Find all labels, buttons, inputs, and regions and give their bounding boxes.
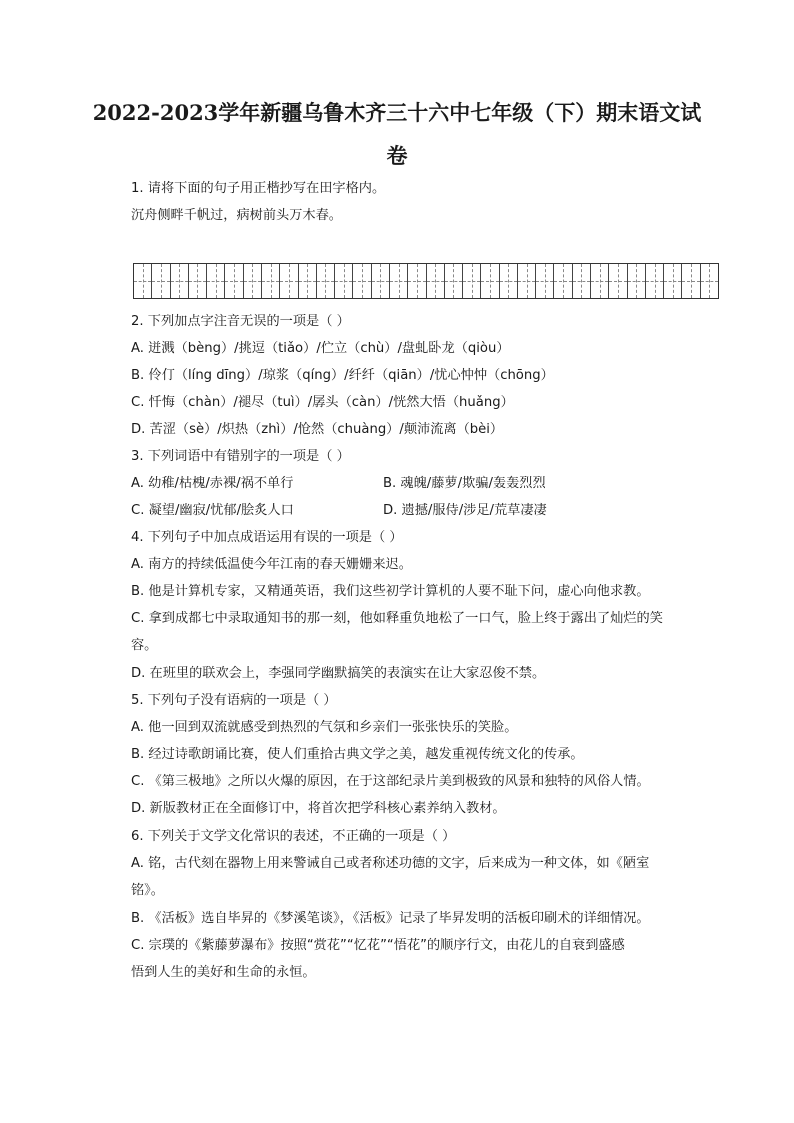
tianzige-cell[interactable] xyxy=(152,264,170,298)
tianzige-cell[interactable] xyxy=(280,264,298,298)
q3-option-c: C. 凝望/幽寂/忧郁/脍炙人口 xyxy=(131,503,294,518)
tianzige-cell[interactable] xyxy=(299,264,317,298)
tianzige-cell[interactable] xyxy=(207,264,225,298)
q4-option-b: B. 他是计算机专家，又精通英语，我们这些初学计算机的人要不耻下问，虚心向他求教。 xyxy=(131,584,650,599)
tianzige-cell[interactable] xyxy=(609,264,627,298)
tianzige-cell[interactable] xyxy=(701,264,718,298)
q5-option-d: D. 新版教材正在全面修订中，将首次把学科核心素养纳入教材。 xyxy=(131,801,506,816)
tianzige-cell[interactable] xyxy=(646,264,664,298)
tianzige-cell[interactable] xyxy=(445,264,463,298)
q4-option-a: A. 南方的持续低温使今年江南的春天姗姗来迟。 xyxy=(131,557,412,572)
tianzige-cell[interactable] xyxy=(591,264,609,298)
exam-title-line2: 卷 xyxy=(386,143,408,168)
tianzige-cell[interactable] xyxy=(353,264,371,298)
tianzige-cell[interactable] xyxy=(244,264,262,298)
q3-stem: 3. 下列词语中有错别字的一项是（ ） xyxy=(131,449,350,464)
q3-option-a: A. 幼稚/枯槐/赤裸/祸不单行 xyxy=(131,476,294,491)
tianzige-cell[interactable] xyxy=(262,264,280,298)
q6-option-b: B. 《活板》选自毕昇的《梦溪笔谈》，《活板》记录了毕昇发明的活板印刷术的详细情况。 xyxy=(131,911,650,926)
tianzige-cell[interactable] xyxy=(171,264,189,298)
tianzige-grid[interactable] xyxy=(133,263,719,299)
tianzige-cell[interactable] xyxy=(372,264,390,298)
tianzige-cell[interactable] xyxy=(518,264,536,298)
q5-option-b: B. 经过诗歌朗诵比赛，使人们重拾古典文学之美，越发重视传统文化的传承。 xyxy=(131,747,584,762)
tianzige-cell[interactable] xyxy=(463,264,481,298)
q4-stem: 4. 下列句子中加点成语运用有误的一项是（ ） xyxy=(131,530,403,545)
tianzige-cell[interactable] xyxy=(481,264,499,298)
q2-option-d: D. 苦涩（sè）/炽热（zhì）/怆然（chuàng）/颠沛流离（bèi） xyxy=(131,422,504,437)
q4-option-d: D. 在班里的联欢会上，李强同学幽默搞笑的表演实在让大家忍俊不禁。 xyxy=(131,666,546,681)
tianzige-cell[interactable] xyxy=(408,264,426,298)
q6-option-c-line2: 悟到人生的美好和生命的永恒。 xyxy=(131,965,316,980)
q1-stem: 1. 请将下面的句子用正楷抄写在田字格内。 xyxy=(131,181,386,196)
q5-option-a: A. 他一回到双流就感受到热烈的气氛和乡亲们一张张快乐的笑脸。 xyxy=(131,720,518,735)
tianzige-cell[interactable] xyxy=(427,264,445,298)
tianzige-cell[interactable] xyxy=(500,264,518,298)
tianzige-cell[interactable] xyxy=(573,264,591,298)
q2-option-b: B. 伶仃（líng dīng）/琼浆（qíng）/纤纤（qiān）/忧心忡忡（chōng） xyxy=(131,368,554,383)
tianzige-cell[interactable] xyxy=(335,264,353,298)
q6-option-a-line1: A. 铭，古代刻在器物上用来警诫自己或者称述功德的文字，后来成为一种文体，如《陋室 xyxy=(131,856,650,871)
q4-option-c-line2: 容。 xyxy=(131,638,158,653)
tianzige-cell[interactable] xyxy=(189,264,207,298)
tianzige-cell[interactable] xyxy=(225,264,243,298)
tianzige-cell[interactable] xyxy=(664,264,682,298)
q3-option-b: B. 魂魄/藤萝/欺骗/轰轰烈烈 xyxy=(383,476,546,491)
q3-option-d: D. 遗撼/服侍/涉足/荒草凄凄 xyxy=(383,503,547,518)
tianzige-cell[interactable] xyxy=(554,264,572,298)
tianzige-cell[interactable] xyxy=(536,264,554,298)
exam-title-line1: 2022-2023学年新疆乌鲁木齐三十六中七年级（下）期末语文试 xyxy=(92,100,702,125)
q2-option-a: A. 迸溅（bèng）/挑逗（tiǎo）/伫立（chù）/盘虬卧龙（qiòu） xyxy=(131,341,510,356)
q4-option-c-line1: C. 拿到成都七中录取通知书的那一刻，他如释重负地松了一口气，脸上终于露出了灿烂的笑 xyxy=(131,611,663,626)
tianzige-cell[interactable] xyxy=(134,264,152,298)
tianzige-cell[interactable] xyxy=(628,264,646,298)
q1-sentence: 沉舟侧畔千帆过，病树前头万木春。 xyxy=(131,208,342,223)
q5-stem: 5. 下列句子没有语病的一项是（ ） xyxy=(131,693,337,708)
q2-stem: 2. 下列加点字注音无误的一项是（ ） xyxy=(131,314,350,329)
q6-stem: 6. 下列关于文学文化常识的表述，不正确的一项是（ ） xyxy=(131,829,456,844)
tianzige-cell[interactable] xyxy=(390,264,408,298)
q2-option-c: C. 忏悔（chàn）/褪尽（tuì）/孱头（càn）/恍然大悟（huǎng） xyxy=(131,395,514,410)
q5-option-c: C. 《第三极地》之所以火爆的原因，在于这部纪录片美到极致的风景和独特的风俗人情。 xyxy=(131,774,650,789)
q6-option-a-line2: 铭》。 xyxy=(131,883,164,898)
tianzige-cell[interactable] xyxy=(682,264,700,298)
tianzige-cell[interactable] xyxy=(317,264,335,298)
q6-option-c-line1: C. 宗璞的《紫藤萝瀑布》按照“赏花”“忆花”“悟花”的顺序行文，由花儿的自衰到盛感 xyxy=(131,938,625,953)
